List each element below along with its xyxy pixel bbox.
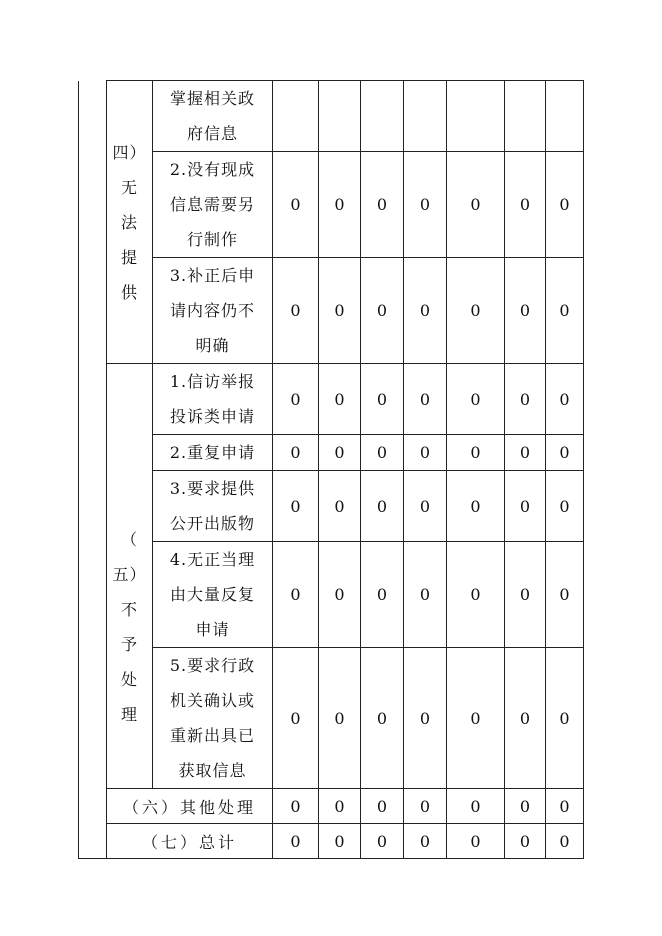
label-line: 处 [120,670,138,689]
value-cell: 0 [546,435,584,471]
category-cell-unable-provide [107,81,153,364]
value-cell [505,81,546,152]
label-line: 请内容仍不 [169,301,255,320]
value-cell: 0 [505,542,546,648]
label-line: 获取信息 [178,761,247,780]
outer-category-cell [79,81,107,859]
table-row [79,258,584,364]
value-cell: 0 [273,824,319,859]
value-cell: 0 [319,648,361,789]
value-cell: 0 [361,258,404,364]
value-cell: 0 [361,824,404,859]
table-row [79,824,584,859]
value-cell: 0 [404,258,447,364]
value-cell: 0 [361,471,404,542]
value-cell: 0 [404,824,447,859]
value-cell [361,81,404,152]
value-cell: 0 [319,152,361,258]
label-line: 1.信访举报 [169,372,256,391]
row-label [153,152,273,258]
value-cell: 0 [447,258,505,364]
value-cell: 0 [319,789,361,824]
value-cell: 0 [319,364,361,435]
value-cell: 0 [361,364,404,435]
label-line: 予 [120,635,138,654]
value-cell: 0 [546,789,584,824]
label-line: 2.没有现成 [169,160,256,179]
value-cell [319,81,361,152]
table-row [79,435,584,471]
value-cell: 0 [319,824,361,859]
value-cell: 0 [505,435,546,471]
label-line: 供 [120,282,138,302]
value-cell: 0 [546,824,584,859]
label-line: 投诉类申请 [169,407,255,426]
value-cell: 0 [447,152,505,258]
label-line: 无 [120,177,138,197]
label-line: 信息需要另 [169,195,255,214]
value-cell: 0 [273,258,319,364]
value-cell: 0 [546,648,584,789]
row-label [153,258,273,364]
value-cell: 0 [447,542,505,648]
label-line: 2.重复申请 [169,443,256,462]
value-cell: 0 [273,471,319,542]
value-cell: 0 [319,471,361,542]
value-cell: 0 [546,152,584,258]
value-cell: 0 [361,435,404,471]
value-cell: 0 [319,435,361,471]
row-label [153,364,273,435]
disclosure-table [78,80,584,859]
label-line: 五） [112,565,147,584]
label-line: 3.要求提供 [169,479,256,498]
row-label [153,542,273,648]
value-cell [404,81,447,152]
table-row [79,789,584,824]
label-line: （ [120,530,138,549]
label-line: 5.要求行政 [169,656,256,675]
table-row [79,81,584,152]
value-cell: 0 [404,471,447,542]
table-row [79,152,584,258]
category-cell-not-process [107,364,153,789]
value-cell: 0 [361,542,404,648]
value-cell: 0 [319,542,361,648]
table-row [79,542,584,648]
value-cell: 0 [404,789,447,824]
value-cell: 0 [546,542,584,648]
label-line: 不 [120,600,138,619]
label-line: 法 [120,212,138,232]
label-line: 府信息 [186,124,238,143]
value-cell: 0 [361,648,404,789]
value-cell: 0 [361,789,404,824]
value-cell: 0 [404,152,447,258]
value-cell [273,81,319,152]
label-line: 公开出版物 [169,514,255,533]
value-cell: 0 [505,648,546,789]
value-cell: 0 [546,471,584,542]
label-line: 重新出具已 [169,726,255,745]
value-cell: 0 [273,152,319,258]
label-line: 行制作 [186,230,238,249]
label-line: 提 [120,247,138,267]
value-cell: 0 [447,471,505,542]
value-cell: 0 [404,435,447,471]
table-body [79,81,584,859]
label-line: 由大量反复 [169,585,255,604]
value-cell [447,81,505,152]
label-line: 申请 [195,620,230,639]
label-line: 四） [112,142,147,162]
value-cell: 0 [273,364,319,435]
value-cell: 0 [505,364,546,435]
row-label [153,648,273,789]
value-cell: 0 [273,789,319,824]
value-cell: 0 [447,789,505,824]
value-cell: 0 [447,824,505,859]
row-label [153,81,273,152]
value-cell: 0 [273,542,319,648]
row-label [153,435,273,471]
value-cell: 0 [447,364,505,435]
value-cell [546,81,584,152]
value-cell: 0 [404,648,447,789]
label-line: 机关确认或 [169,691,255,710]
value-cell: 0 [404,542,447,648]
value-cell: 0 [546,258,584,364]
value-cell: 0 [361,152,404,258]
row-label-other-processing: （六）其他处理 [107,789,273,824]
value-cell: 0 [505,824,546,859]
value-cell: 0 [273,648,319,789]
value-cell: 0 [404,364,447,435]
value-cell: 0 [447,648,505,789]
label-line: 掌握相关政 [169,89,255,108]
row-label-total: （七）总计 [107,824,273,859]
label-line: 3.补正后申 [169,266,256,285]
label-line: 明确 [195,336,230,355]
label-line: 理 [120,705,138,724]
value-cell: 0 [505,471,546,542]
value-cell: 0 [505,789,546,824]
label-line: 4.无正当理 [169,550,256,569]
table-row [79,648,584,789]
value-cell: 0 [505,152,546,258]
value-cell: 0 [273,435,319,471]
table-row [79,364,584,435]
value-cell: 0 [319,258,361,364]
value-cell: 0 [447,435,505,471]
value-cell: 0 [505,258,546,364]
value-cell: 0 [546,364,584,435]
table-row [79,471,584,542]
row-label [153,471,273,542]
